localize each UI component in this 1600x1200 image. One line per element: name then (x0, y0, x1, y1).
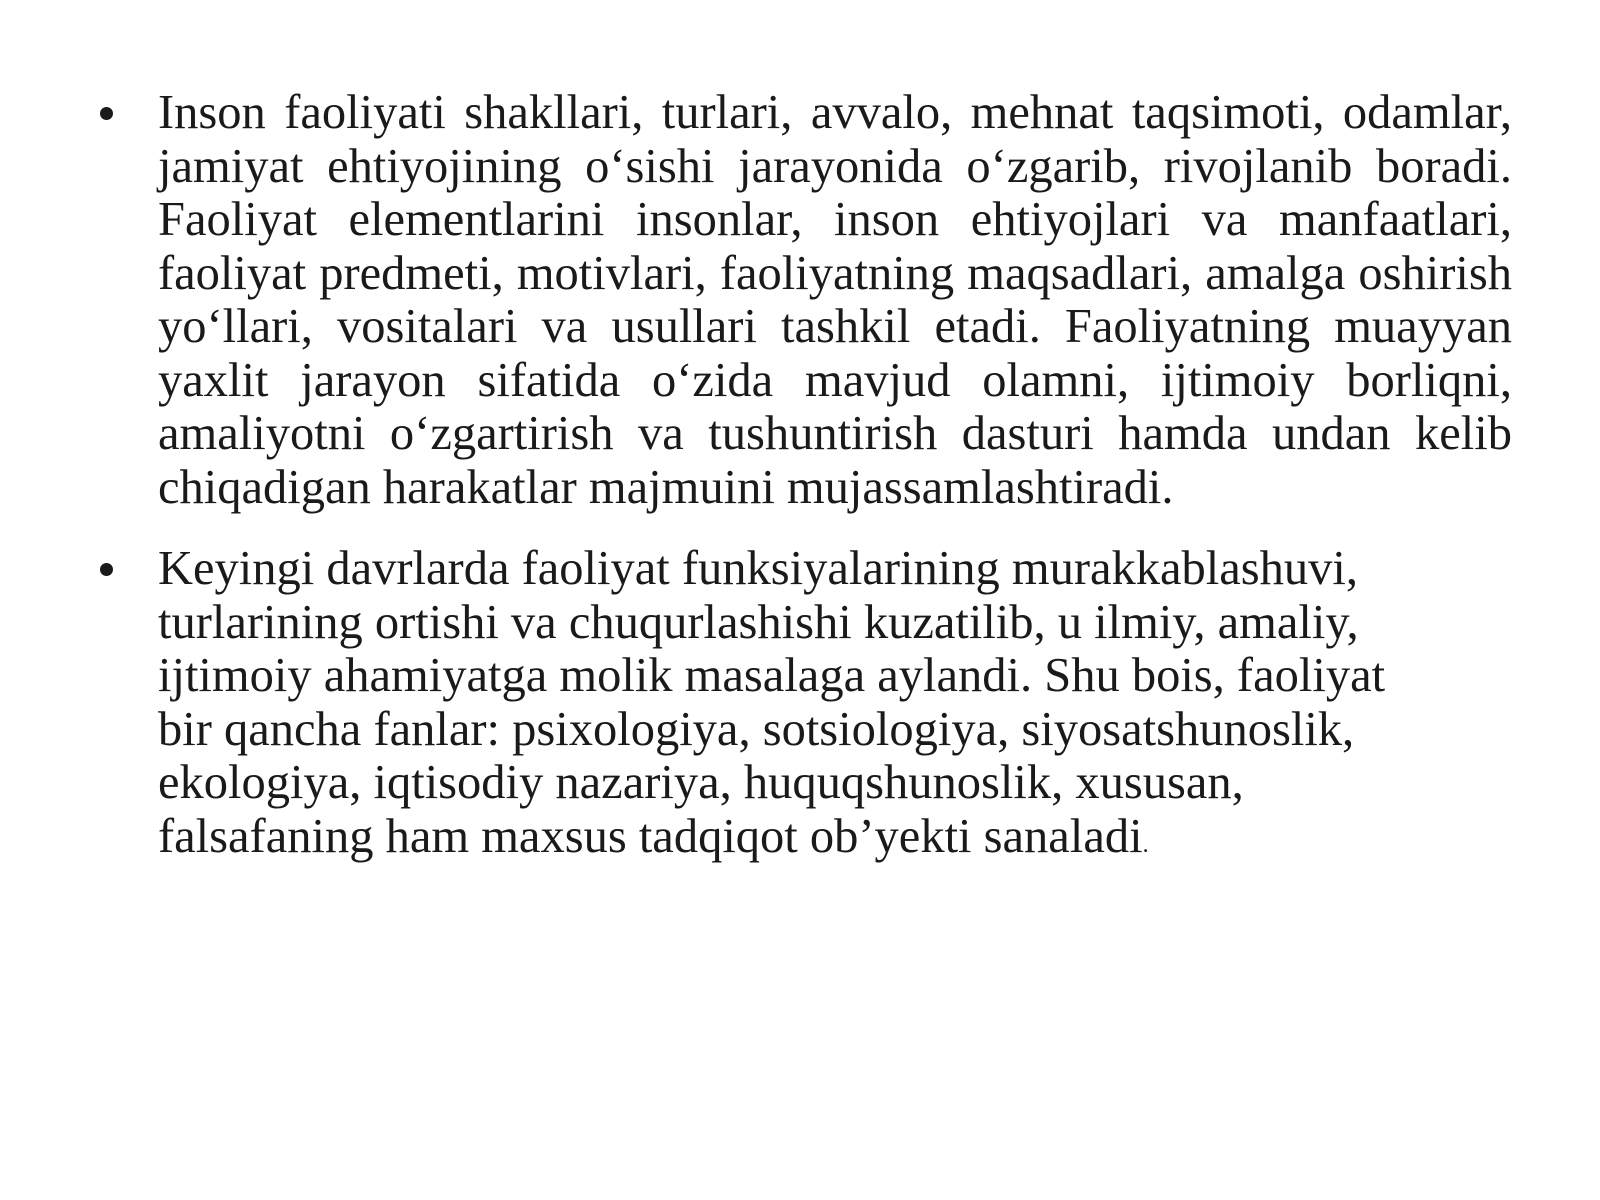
bullet-item (96, 542, 1512, 872)
bullet-text: Keyingi davrlarda faoliyat funksiyalarining murakkablashuvi, turlarining ortishi va chuqurlashishi kuzatilib, u ilmiy, amaliy, ijtimoiy ahamiyatga molik masalaga aylandi. Shu bois, faoliyat bir qancha fanlar: psixologiya, sotsiologiya, siyosatshunoslik, ekologiya, iqtisodiy nazariya, huquqshunoslik, xususan, falsafaning ham maxsus tadqiqot ob’yekti sanaladi (158, 542, 1386, 863)
bullet-text: Inson faoliyati shakllari, turlari, avvalo, mehnat taqsimoti, odamlar, jamiyat ehtiyojining o‘sishi jarayonida o‘zgarib, rivojlanib boradi. Faoliyat elementlarini insonlar, inson ehtiyojlari va manfaatlari, faoliyat predmeti, motivlari, faoliyatning maqsadlari, amalga oshirish yo‘llari, vositalari va usullari tashkil etadi. Faoliyatning muayyan yaxlit jarayon sifatida o‘zida mavjud olamni, ijtimoiy borliqni, amaliyotni o‘zgartirish va tushuntirish dasturi hamda undan kelib chiqadigan harakatlar majmuini mujassamlashtiradi. (158, 86, 1512, 514)
bullet-list (96, 86, 1512, 872)
bullet-icon (100, 563, 113, 576)
bullet-icon (100, 107, 113, 120)
bullet-text-end-period: . (1142, 831, 1149, 858)
bullet-item (96, 86, 1512, 514)
